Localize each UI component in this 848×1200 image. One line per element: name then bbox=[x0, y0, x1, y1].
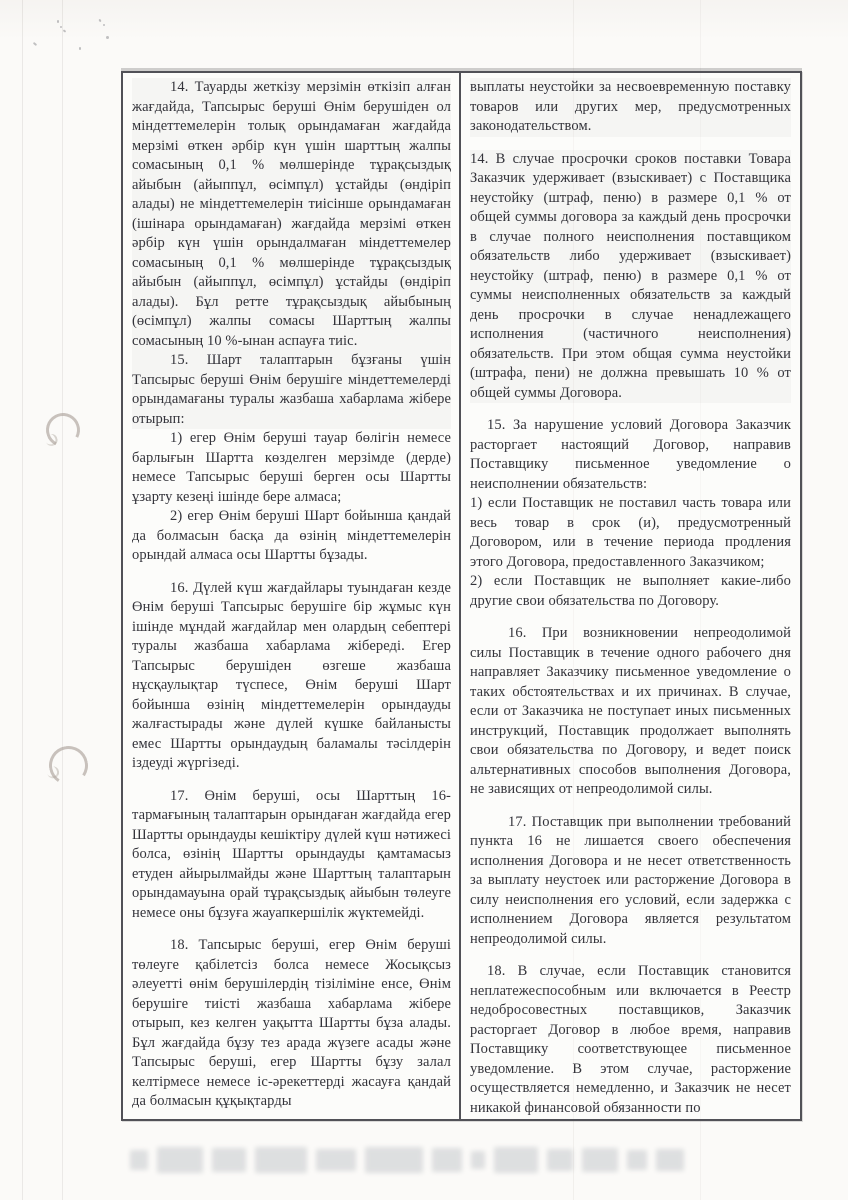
pencil-dot bbox=[106, 36, 109, 39]
punch-hole-ring bbox=[45, 742, 91, 788]
pencil-dot bbox=[33, 42, 37, 46]
clause-15-item-1-ru: 1) если Поставщик не поставил часть товара или весь товар в срок (и), предусмотренный Договором, или в течение периода продления этого Договора, предоставленного Заказчиком; bbox=[470, 495, 791, 570]
clause-17-kk: 17. Өнім беруші, осы Шарттың 16-тармағының талаптарын орындаған жағдайда егер Шартты орындауды кешіктіру дүлей күш нәтижесі болса, өзінің Шартты орындауды қамтамасыз етуден айырылмайды және Шарттың талаптарын орындамауына орай тұрақсыздық айыбын төлеуге немесе оны бұзуға жауапкершілік жүктемейді. bbox=[132, 787, 451, 921]
contract-table bbox=[121, 71, 802, 1121]
pencil-dot bbox=[98, 19, 101, 23]
pencil-dot bbox=[57, 20, 59, 23]
clause-15-kk: 15. Шарт талаптарын бұзғаны үшін Тапсырыс беруші Өнім берушіге міндеттемелерді орындамағаны туралы жазбаша хабарлама жібере отырып: bbox=[132, 351, 451, 429]
clause-15-ru: 15. За нарушение условий Договора Заказчик расторгает настоящий Договор, направив Поставщику письменное уведомление о неисполнении обязательств: bbox=[470, 417, 791, 492]
clause-15-item-2-ru: 2) если Поставщик не выполняет какие-либо другие свои обязательства по Договору. bbox=[470, 573, 791, 609]
russian-column bbox=[461, 73, 800, 1119]
pencil-dot bbox=[103, 24, 105, 26]
clause-16-kk: 16. Дүлей күш жағдайлары туындаған кезде Өнім беруші Тапсырыс берушіге бір жұмыс күн ішінде мұндай жағдайлар мен олардың себептері туралы жазбаша хабарлама жібереді. Егер Тапсырыс берушіден өзгеше жазбаша нұсқаулықтар түспесе, Өнім беруші Шарт бойынша өзінің міндеттемелерін орындауды жалғастырады және дүлей күшке байланысты емес Шартты орындаудың баламалы тәсілдерін іздеуді жүргізеді. bbox=[132, 579, 451, 771]
pencil-dot bbox=[79, 47, 81, 50]
clause-15-item-1-kk: 1) егер Өнім беруші тауар бөлігін немесе барлығын Шартта көзделген мерзімде (дерде) немесе Тапсырыс беруші берген осы Шартты ұзарту кезеңі ішінде бере алмаса; bbox=[132, 430, 451, 505]
fold-crease bbox=[62, 0, 63, 1200]
clause-15-item-2-kk: 2) егер Өнім беруші Шарт бойынша қандай да болмасын басқа да өзінің міндеттемелерін орындай алмаса осы Шартты бұзады. bbox=[132, 508, 451, 563]
punch-hole-ring bbox=[42, 409, 85, 452]
paper-edge-line bbox=[22, 0, 23, 1200]
clause-18-ru: 18. В случае, если Поставщик становится неплатежеспособным или включается в Реестр недобросовестных поставщиков, Заказчик расторгает Договор в любое время, направив Поставщику соответствующее письменное уведомление. В этом случае, расторжение осуществляется немедленно, и Заказчик не несет никакой финансовой обязанности по bbox=[470, 963, 791, 1116]
clause-14-kk: 14. Тауарды жеткізу мерзімін өткізіп алған жағдайда, Тапсырыс беруші Өнім берушіден ол міндеттемелерін толық орындамаған жағдайда мерзімі өткен әрбір күн үшін шарттың жалпы сомасының 0,1 % мөлшерінде тұрақсыздық айыбын (айыппұл, өсімпұл) ұстайды (өндіріп алады) не міндеттемелерін тиісінше орындамаған (ішінара орындамаған) жағдайда мерзімі өткен әрбір күн үшін орындалмаған міндеттемелер сомасының 0,1 % мөлшерінде тұрақсыздық айыбын (айыппұл, өсімпұл) ұстайды (өндіріп алады). Бұл ретте тұрақсыздық айыбының (өсімпұл) жалпы сомасы Шарттың жалпы сомасының 10 %-ынан аспауға тиіс. bbox=[132, 78, 451, 351]
pencil-dot bbox=[63, 29, 67, 32]
clause-17-ru: 17. Поставщик при выполнении требований пункта 16 не лишается своего обеспечения исполнения Договора и не несет ответственность за выплату неустоек или расторжение Договора в силу неисполнения его условий, если задержка с исполнением Договора является результатом непреодолимой силы. bbox=[470, 813, 791, 947]
clause-16-ru: 16. При возникновении непреодолимой силы Поставщик в течение одного рабочего дня направляет Заказчику письменное уведомление о таких обстоятельствах и их причинах. В случае, если от Заказчика не поступает иных письменных инструкций, Поставщик продолжает выполнять свои обязательства по Договору, и ведет поиск альтернативных способов выполнения Договора, не зависящих от непреодолимой силы. bbox=[470, 625, 791, 797]
kazakh-column bbox=[123, 73, 461, 1119]
page-bleedthrough bbox=[130, 1138, 790, 1182]
pencil-dot bbox=[60, 26, 62, 28]
clause-13-continuation-ru: выплаты неустойки за несвоевременную поставку товаров или других мер, предусмотренных законодательством. bbox=[470, 78, 791, 137]
clause-18-kk: 18. Тапсырыс беруші, егер Өнім беруші төлеуге қабілетсіз болса немесе Жосықсыз әлеуетті өнім берушілердің тізіліміне енсе, Өнім берушіге тиісті жазбаша хабарлама жібере отырып, кез келген уақытта Шартты бұза алады. Бұл жағдайда бұзу тез арада жүзеге асады және Тапсырыс беруші, егер Шартты бұзу залал келтірмесе немесе іс-әрекеттерді жасауға қандай да болмасын құқықтарды bbox=[132, 937, 451, 1109]
clause-14-ru: 14. В случае просрочки сроков поставки Товара Заказчик удерживает (взыскивает) с Поставщика неустойку (штраф, пеню) в размере 0,1 % от общей суммы договора за каждый день просрочки в случае полного неисполнения поставщиком обязательств либо удерживает (взыскивает) неустойку (штраф, пеню) в размере 0,1 % от суммы неисполненных обязательств за каждый день просрочки в случае ненадлежащего исполнения (частичного неисполнения) обязательств. При этом общая сумма неустойки (штрафа, пени) не должна превышать 10 % от общей суммы Договора. bbox=[470, 150, 791, 404]
